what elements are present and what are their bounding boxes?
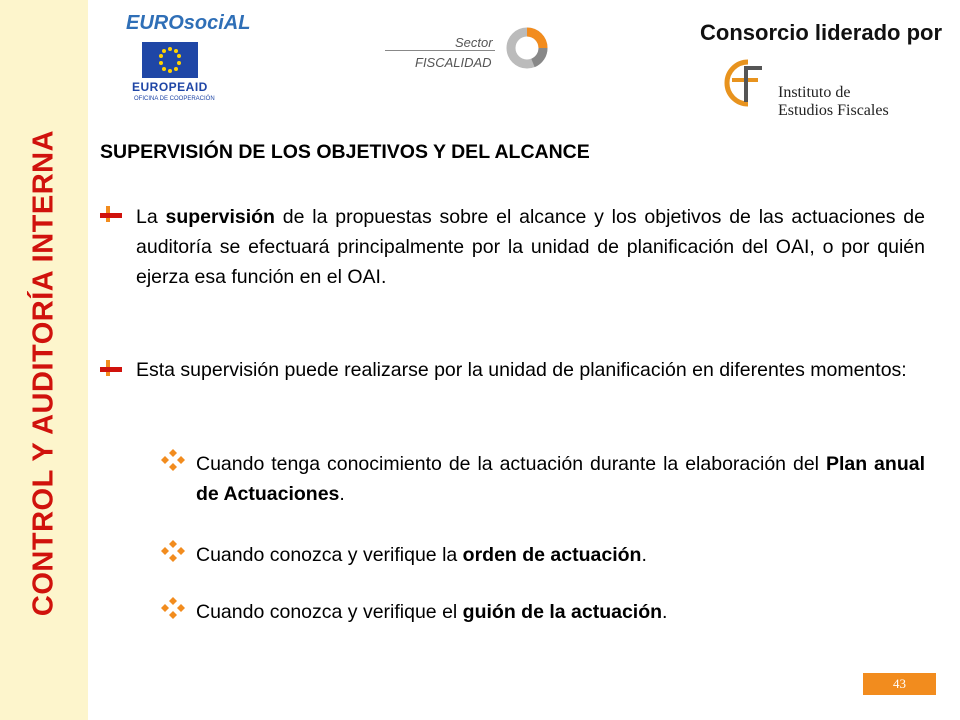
p1-bold: supervisión bbox=[165, 206, 275, 228]
sector-divider bbox=[385, 50, 495, 51]
sub1-pre: Cuando tenga conocimiento de la actuación durante la elaboración del bbox=[196, 453, 826, 475]
sector-fiscalidad-logo bbox=[385, 20, 555, 90]
eurosocial-wordmark: EUROsociAL bbox=[126, 12, 251, 34]
europeaid-label: EUROPEAID bbox=[132, 80, 208, 94]
p1-pre: La bbox=[136, 206, 166, 228]
sub1-post: . bbox=[339, 483, 345, 505]
consorcio-label: Consorcio liderado por bbox=[700, 20, 943, 45]
diamond-bullet-icon bbox=[160, 597, 186, 619]
sub3-post: . bbox=[662, 601, 668, 623]
ief-line-1: Instituto de bbox=[778, 84, 851, 101]
sector-ring-icon bbox=[505, 26, 549, 70]
eu-flag-icon bbox=[142, 42, 198, 78]
sub2-pre: Cuando conozca y verifique la bbox=[196, 544, 463, 566]
sector-label: Sector bbox=[455, 35, 493, 50]
sub3-pre: Cuando conozca y verifique el bbox=[196, 601, 463, 623]
sub2-post: . bbox=[641, 544, 647, 566]
subitem-orden bbox=[196, 540, 925, 570]
subitem-guion bbox=[196, 597, 925, 627]
paragraph-supervision bbox=[136, 202, 925, 292]
eurosocial-logo bbox=[120, 4, 251, 104]
ief-logo-icon bbox=[718, 52, 768, 114]
arrow-bullet-icon bbox=[98, 204, 124, 226]
sidebar bbox=[0, 0, 88, 720]
ief-line-2: Estudios Fiscales bbox=[778, 102, 889, 119]
section-heading: SUPERVISIÓN DE LOS OBJETIVOS Y DEL ALCANCE bbox=[100, 141, 590, 163]
europeaid-sublabel: OFICINA DE COOPERACIÓN bbox=[134, 96, 215, 102]
sub3-bold: guión de la actuación bbox=[462, 601, 663, 623]
p1-post: de la propuestas sobre el alcance y los objetivos de las actuaciones de auditoría se efectuará principalmente por la unidad de planificación del OAI, o por quién ejerza esa función en el OAI. bbox=[136, 206, 925, 288]
sector-name: FISCALIDAD bbox=[415, 55, 492, 70]
sub2-bold: orden de actuación bbox=[462, 544, 642, 566]
subitem-plan-anual bbox=[196, 449, 925, 509]
diamond-bullet-icon bbox=[160, 449, 186, 471]
ief-name bbox=[778, 84, 889, 120]
paragraph-momentos: Esta supervisión puede realizarse por la unidad de planificación en diferentes momentos: bbox=[136, 359, 907, 381]
page-number: 43 bbox=[863, 673, 936, 695]
diamond-bullet-icon bbox=[160, 540, 186, 562]
arrow-bullet-icon bbox=[98, 358, 124, 380]
sub1-bold: Plan anual de Actuaciones bbox=[196, 453, 925, 505]
sidebar-title: CONTROL Y AUDITORÍA INTERNA bbox=[27, 129, 60, 617]
